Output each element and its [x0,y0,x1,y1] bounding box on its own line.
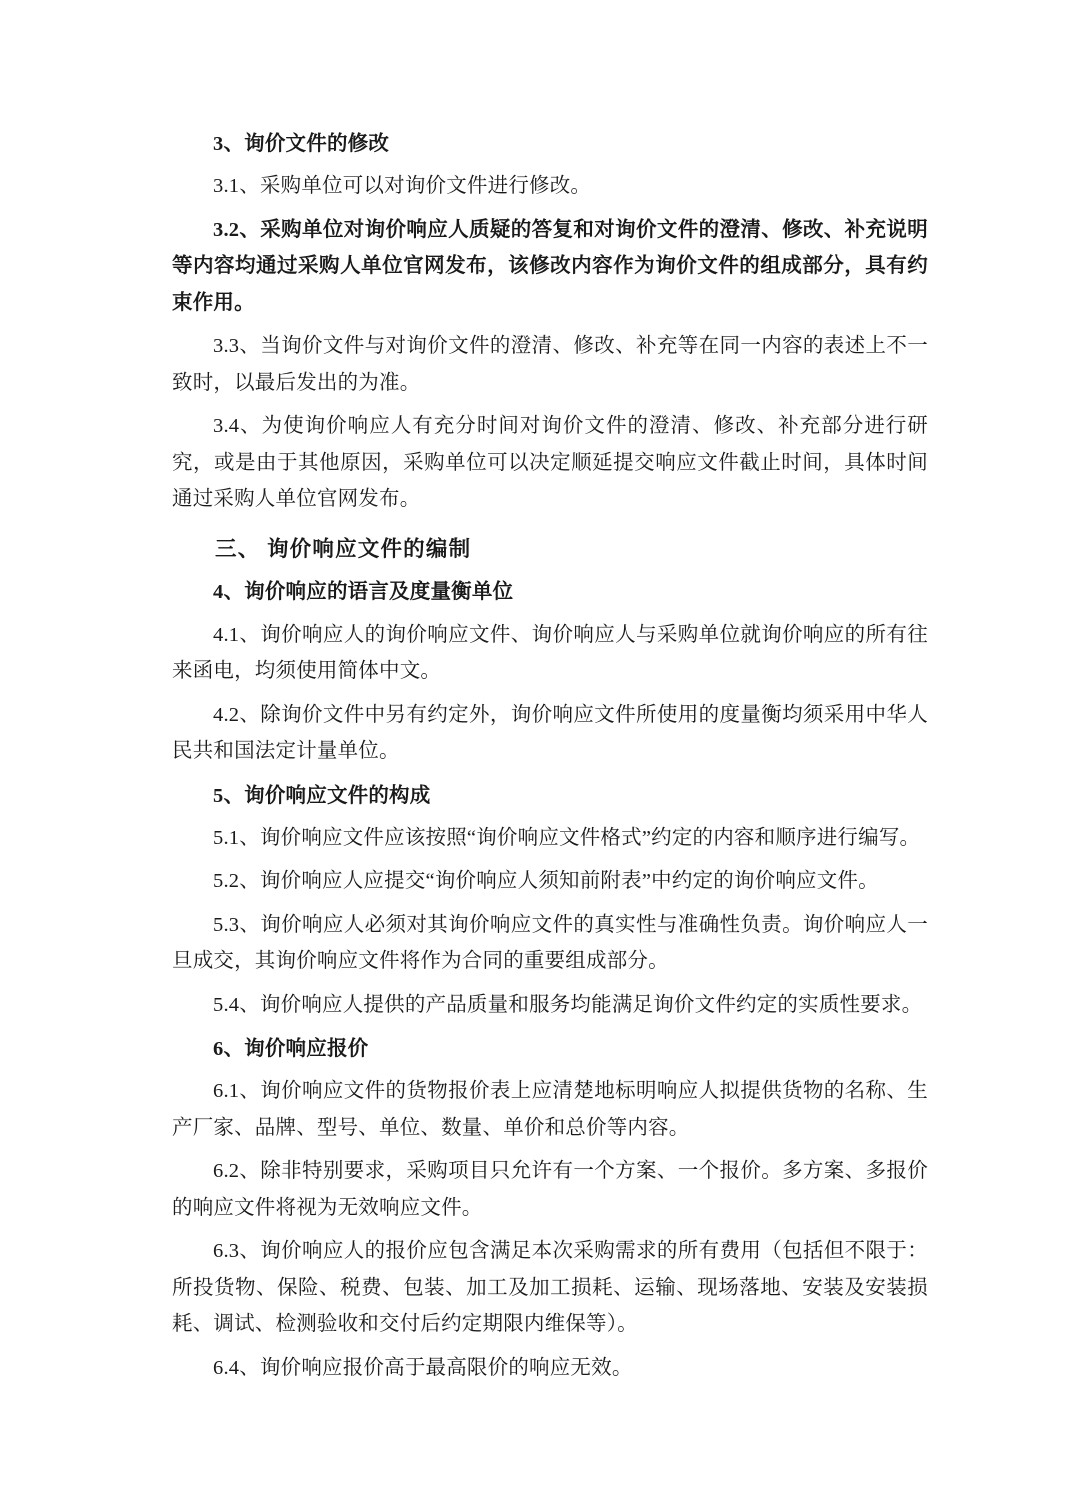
paragraph-3-2: 3.2、采购单位对询价响应人质疑的答复和对询价文件的澄清、修改、补充说明等内容均通过采购人单位官网发布，该修改内容作为询价文件的组成部分，具有约束作用。 [172,218,928,314]
paragraph-6-4: 6.4、询价响应报价高于最高限价的响应无效。 [213,1356,633,1379]
section-three [172,532,928,567]
heading-section-6 [172,1033,928,1386]
heading-section-4 [172,576,928,769]
paragraph-5-4: 5.4、询价响应人提供的产品质量和服务均能满足询价文件约定的实质性要求。 [213,993,923,1016]
paragraph-6-2: 6.2、除非特别要求，采购项目只允许有一个方案、一个报价。多方案、多报价的响应文件将视为无效响应文件。 [172,1160,928,1219]
heading-section-5 [172,780,928,1024]
heading-4-title: 4、询价响应的语言及度量衡单位 [213,581,514,604]
paragraph-3-3: 3.3、当询价文件与对询价文件的澄清、修改、补充等在同一内容的表述上不一致时，以最后发出的为准。 [172,335,928,394]
heading-6-title: 6、询价响应报价 [213,1038,369,1061]
paragraph-4-2: 4.2、除询价文件中另有约定外，询价响应文件所使用的度量衡均须采用中华人民共和国法定计量单位。 [172,703,928,763]
paragraph-3-4: 3.4、为使询价响应人有充分时间对询价文件的澄清、修改、补充部分进行研究，或是由于其他原因，采购单位可以决定顺延提交响应文件截止时间，具体时间通过采购人单位官网发布。 [172,415,928,511]
paragraph-6-3: 6.3、询价响应人的报价应包含满足本次采购需求的所有费用（包括但不限于：所投货物、保险、税费、包装、加工及加工损耗、运输、现场落地、安装及安装损耗、调试、检测验收和交付后约定期限内维保等）。 [172,1240,928,1336]
heading-5-title: 5、询价响应文件的构成 [213,784,431,807]
paragraph-3-1: 3.1、采购单位可以对询价文件进行修改。 [213,175,592,198]
paragraph-6-1: 6.1、询价响应文件的货物报价表上应清楚地标明响应人拟提供货物的名称、生产厂家、品牌、型号、单位、数量、单价和总价等内容。 [172,1080,928,1139]
paragraph-5-2: 5.2、询价响应人应提交“询价响应人须知前附表”中约定的询价响应文件。 [213,870,879,893]
paragraph-5-3: 5.3、询价响应人必须对其询价响应文件的真实性与准确性负责。询价响应人一旦成交，其询价响应文件将作为合同的重要组成部分。 [172,913,928,973]
heading-section-three-title: 三、 询价响应文件的编制 [215,536,472,561]
paragraph-5-1: 5.1、询价响应文件应该按照“询价响应文件格式”约定的内容和顺序进行编写。 [213,826,921,849]
heading-3-title: 3、询价文件的修改 [213,133,390,155]
paragraph-4-1: 4.1、询价响应人的询价响应文件、询价响应人与采购单位就询价响应的所有往来函电，均须使用简体中文。 [172,623,928,683]
heading-section-3 [172,128,928,518]
